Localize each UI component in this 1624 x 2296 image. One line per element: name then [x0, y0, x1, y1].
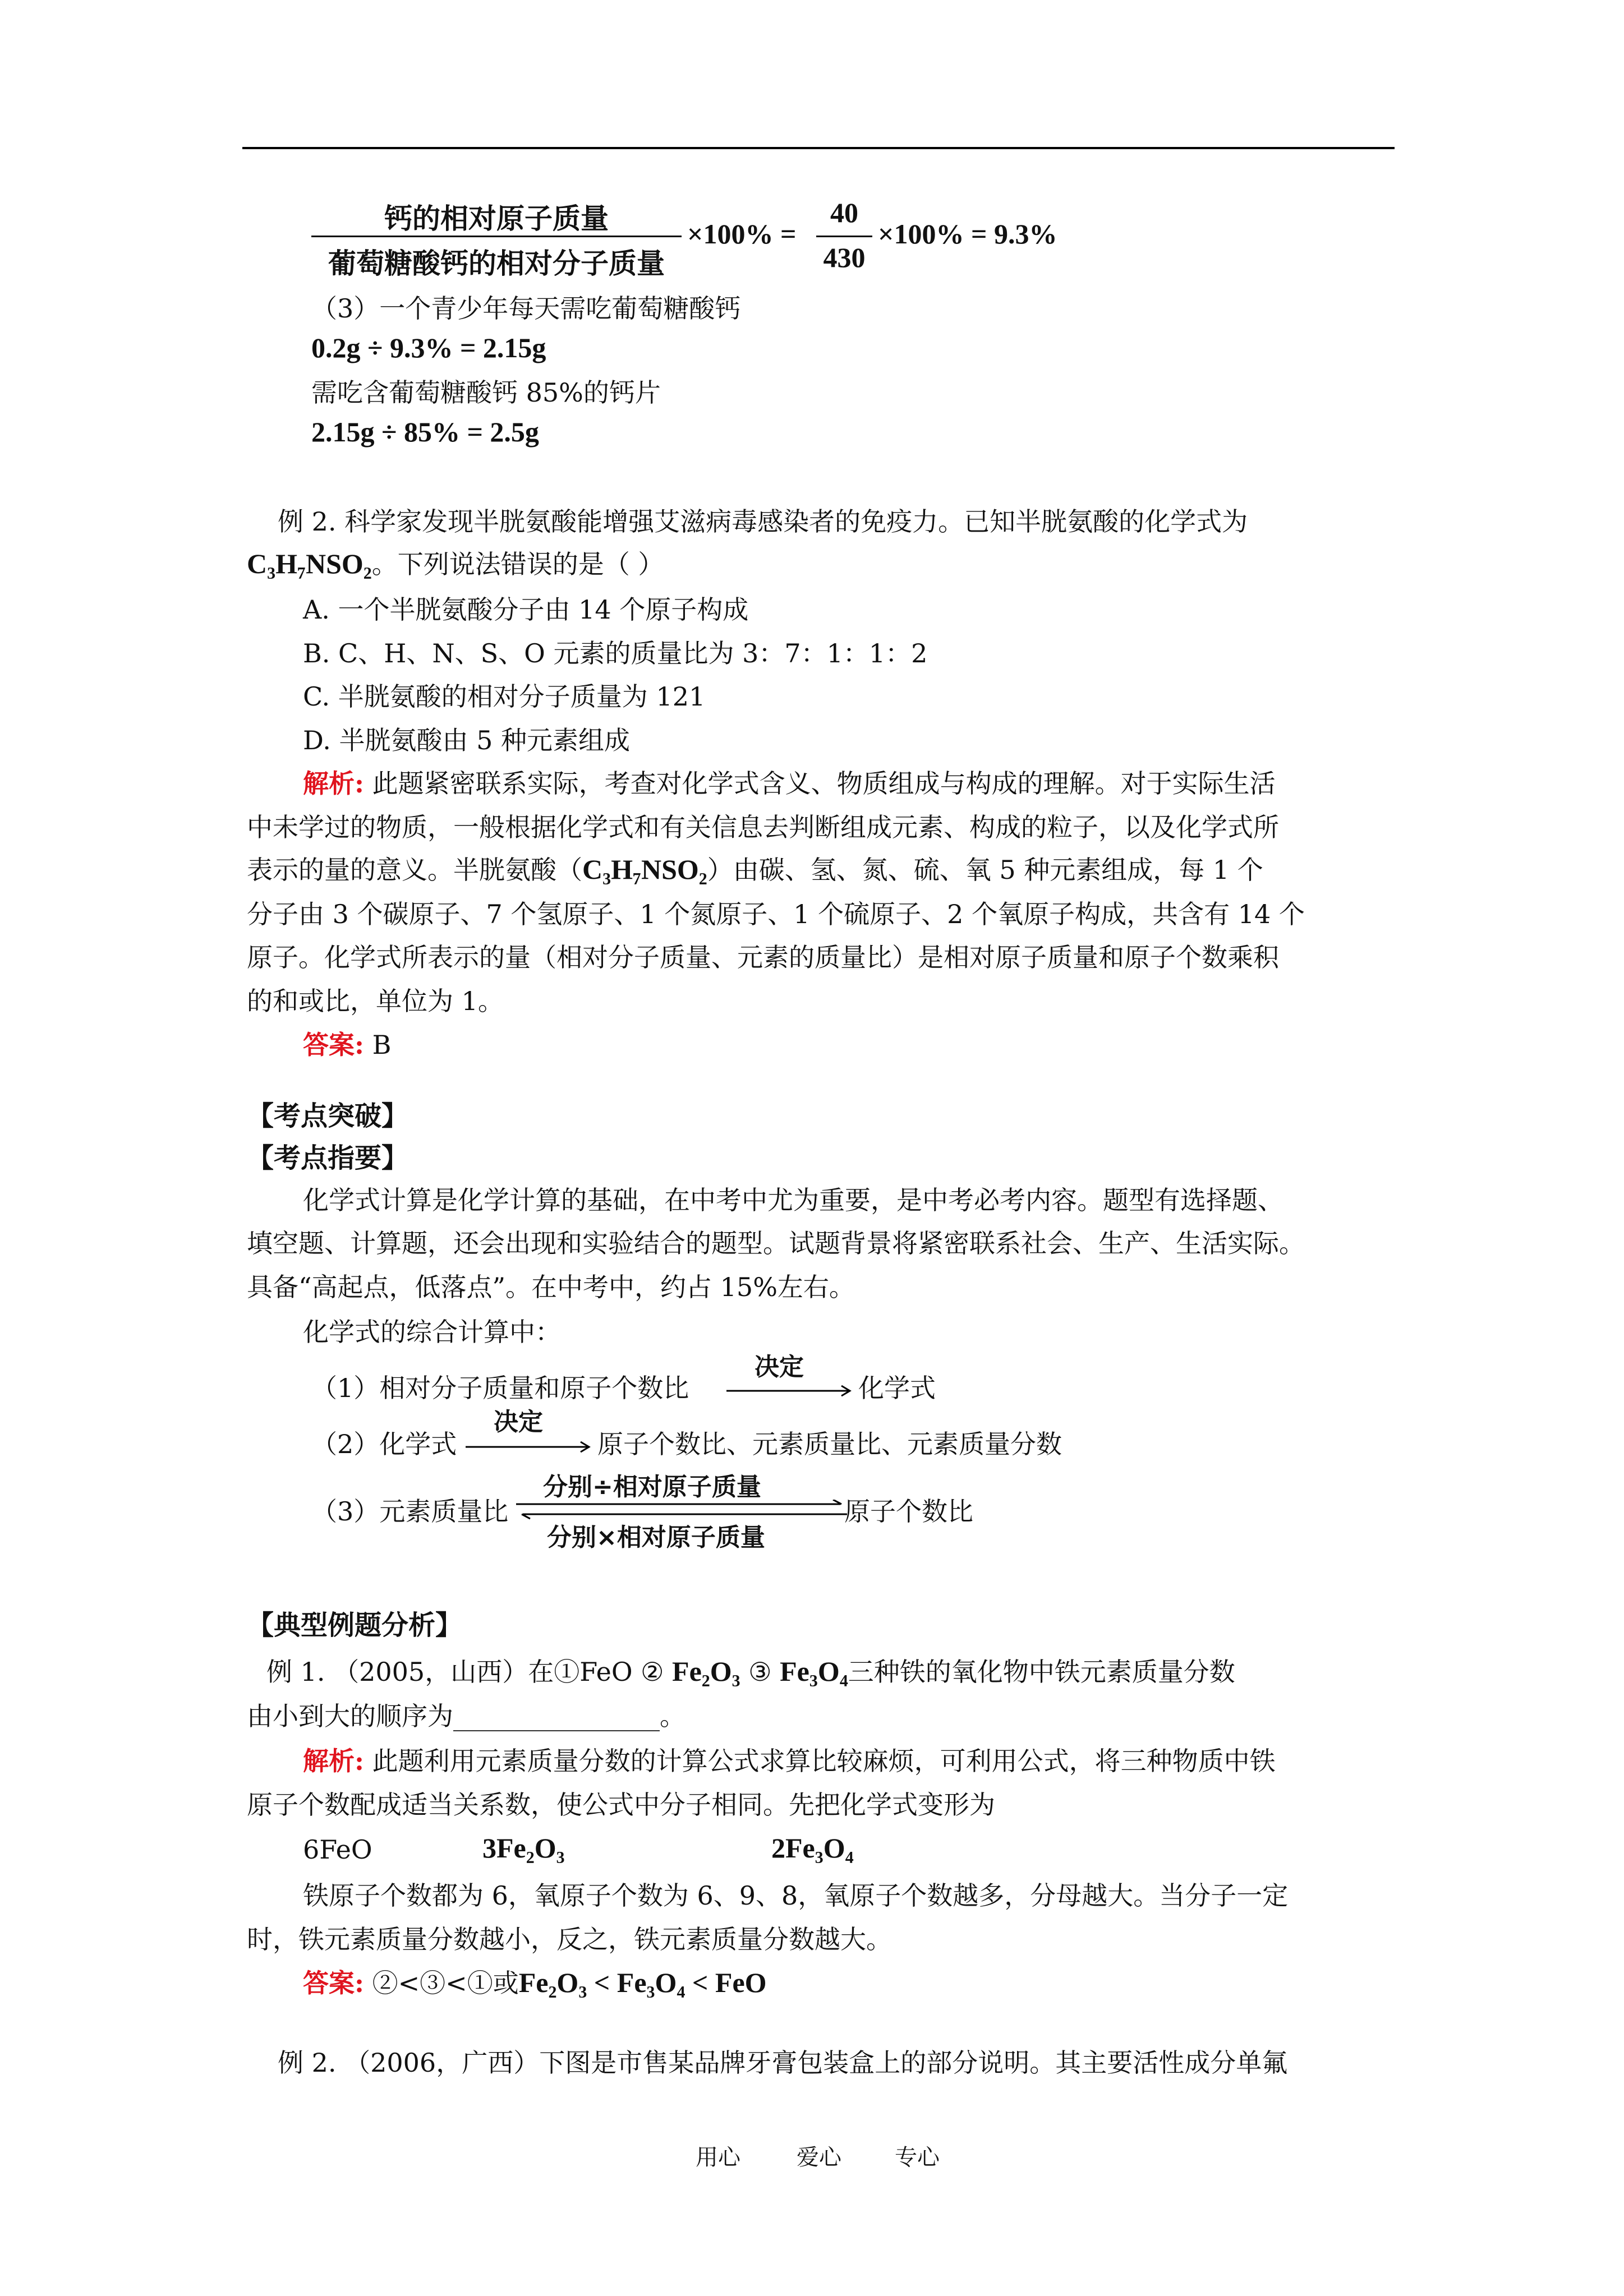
option-d: D. 半胱氨酸由 5 种元素组成 [303, 725, 630, 755]
analysis-text: ）由碳、氢、氮、硫、氧 5 种元素组成，每 1 个 [707, 855, 1263, 885]
answer-value: ②<③<①或 [372, 1968, 519, 1998]
footer-text: 专心 [895, 2145, 940, 2170]
arrow-label-bottom: 分别×相对原子质量 [547, 1523, 765, 1552]
question-text: 例 1. （2005，山西）在①FeO ② [266, 1657, 673, 1687]
fraction-denominator: 葡萄糖酸钙的相对分子质量 [328, 247, 665, 280]
analysis-text: 原子个数配成适当关系数，使公式中分子相同。先把化学式变形为 [247, 1790, 995, 1820]
section-heading: 【考点突破】 [247, 1100, 409, 1132]
analysis-text: 的和或比，单位为 1。 [247, 986, 504, 1016]
relation-left: （2）化学式 [311, 1429, 457, 1459]
formula-variant: 3Fe₂O₃ [482, 1832, 565, 1864]
analysis-text: 表示的量的意义。半胱氨酸（ [247, 855, 582, 885]
question-text: ③ [740, 1657, 780, 1687]
chemical-formula: Fe₂O₃ [672, 1656, 740, 1687]
option-c: C. 半胱氨酸的相对分子质量为 121 [303, 681, 706, 712]
paragraph-line: 填空题、计算题，还会出现和实验结合的题型。试题背景将紧密联系社会、生产、生活实际。 [247, 1228, 1305, 1258]
right-arrow-icon [726, 1384, 855, 1398]
question-text: 例 2. 科学家发现半胱氨酸能增强艾滋病毒感染者的免疫力。已知半胱氨酸的化学式为 [278, 506, 1248, 537]
paragraph-line: 化学式的综合计算中： [303, 1317, 561, 1347]
analysis-text: 中未学过的物质，一般根据化学式和有关信息去判断组成元素、构成的粒子，以及化学式所 [247, 812, 1279, 842]
text-line: （3）一个青少年每天需吃葡萄糖酸钙 [311, 293, 741, 324]
header-rule [242, 147, 1395, 149]
analysis-text: 此题利用元素质量分数的计算公式求算比较麻烦，可利用公式，将三种物质中铁 [372, 1746, 1276, 1776]
answer-value: B [372, 1030, 392, 1060]
footer-text: 用心 [696, 2145, 740, 2170]
fraction-bar-2 [816, 236, 872, 237]
analysis-label: 解析: [303, 768, 364, 799]
analysis-text: 铁原子个数都为 6，氧原子个数为 6、9、8，氧原子个数越多，分母越大。当分子一定 [303, 1880, 1289, 1911]
equilibrium-arrow-icon [516, 1500, 847, 1520]
fraction-multiplier: ×100% = [687, 218, 797, 250]
fraction-numerator: 钙的相对原子质量 [384, 202, 609, 235]
section-heading: 【典型例题分析】 [247, 1610, 463, 1641]
footer-text: 爱心 [797, 2145, 841, 2170]
analysis-text: 此题紧密联系实际，考查对化学式含义、物质组成与构成的理解。对于实际生活 [372, 768, 1276, 799]
relation-right: 化学式 [858, 1373, 936, 1403]
question-text: 例 2. （2006，广西）下图是市售某品牌牙膏包装盒上的部分说明。其主要活性成分单氟 [278, 2048, 1288, 2078]
answer-formula: Fe₂O₃ < Fe₃O₄ < FeO [518, 1967, 767, 1998]
relation-left: （3）元素质量比 [311, 1496, 509, 1527]
answer-label: 答案: [303, 1030, 364, 1060]
relation-left: （1）相对分子质量和原子个数比 [311, 1373, 689, 1403]
text-line: 需吃含葡萄糖酸钙 85%的钙片 [311, 377, 661, 408]
chemical-formula: C₃H₇NSO₂ [247, 548, 372, 579]
section-heading: 【考点指要】 [247, 1142, 409, 1174]
option-a: A. 一个半胱氨酸分子由 14 个原子构成 [303, 594, 749, 625]
arrow-label: 决定 [755, 1353, 804, 1381]
fraction-denominator-2: 430 [823, 242, 866, 273]
answer-label: 答案: [303, 1968, 364, 1998]
fraction-numerator-2: 40 [830, 197, 858, 228]
fraction-result: ×100% = 9.3% [878, 218, 1057, 250]
analysis-text: 分子由 3 个碳原子、7 个氢原子、1 个氮原子、1 个硫原子、2 个氧原子构成，共含有 14 个 [247, 899, 1305, 929]
paragraph-line: 化学式计算是化学计算的基础，在中考中尤为重要，是中考必考内容。题型有选择题、 [303, 1185, 1283, 1215]
chemical-formula: Fe₃O₄ [780, 1656, 848, 1687]
paragraph-line: 具备“高起点，低落点”。在中考中，约占 15%左右。 [247, 1272, 855, 1302]
arrow-label-top: 分别÷相对原子质量 [543, 1473, 761, 1501]
relation-right: 原子个数比、元素质量比、元素质量分数 [597, 1429, 1062, 1459]
analysis-label: 解析: [303, 1746, 364, 1776]
math-line: 0.2g ÷ 9.3% = 2.15g [311, 332, 546, 363]
arrow-label: 决定 [494, 1408, 543, 1436]
analysis-text: 原子。化学式所表示的量（相对分子质量、元素的质量比）是相对原子质量和原子个数乘积 [247, 942, 1279, 972]
formula-variant: 6FeO [303, 1834, 372, 1865]
relation-right: 原子个数比 [844, 1496, 973, 1527]
question-text: 由小到大的顺序为________________。 [247, 1701, 686, 1731]
math-line: 2.15g ÷ 85% = 2.5g [311, 416, 539, 448]
fraction-bar [311, 236, 682, 237]
formula-variant: 2Fe₃O₄ [771, 1832, 854, 1864]
right-arrow-icon [466, 1440, 595, 1454]
question-text: 。下列说法错误的是（ ） [371, 549, 664, 579]
option-b: B. C、H、N、S、O 元素的质量比为 3：7：1：1：2 [303, 638, 928, 668]
chemical-formula: C₃H₇NSO₂ [582, 854, 707, 885]
analysis-text: 时，铁元素质量分数越小，反之，铁元素质量分数越大。 [247, 1924, 892, 1954]
question-text: 三种铁的氧化物中铁元素质量分数 [848, 1657, 1235, 1687]
